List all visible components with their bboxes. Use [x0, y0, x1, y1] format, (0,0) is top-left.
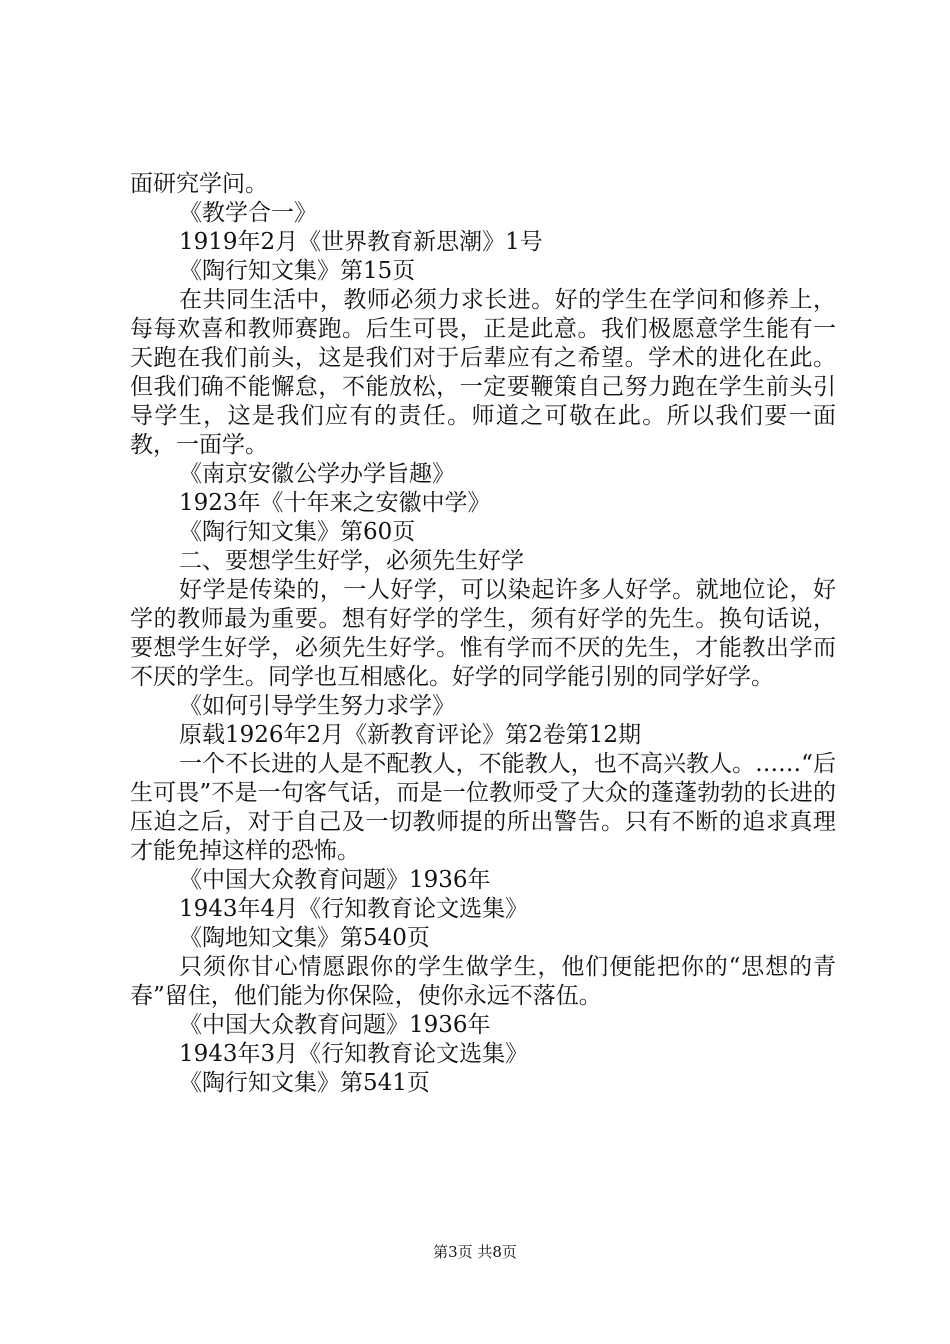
- quote-paragraph: 在共同生活中，教师必须力求长进。好的学生在学问和修养上，每每欢喜和教师赛跑。后生可畏，正是此意。我们极愿意学生能有一天跑在我们前头，这是我们对于后辈应有之希望。学术的进化在此。但我们确不能懈怠，不能放松，一定要鞭策自己努力跑在学生前头引导学生，这是我们应有的责任。师道之可敬在此。所以我们要一面教，一面学。: [130, 287, 836, 458]
- document-body: [130, 170, 836, 1098]
- source-title: 《中国大众教育问题》1936年: [179, 867, 491, 893]
- source-page: 《陶行知文集》第541页: [179, 1070, 430, 1096]
- source-publication: 1943年3月《行知教育论文选集》: [179, 1041, 529, 1067]
- quote-paragraph: 一个不长进的人是不配教人，不能教人，也不高兴教人。……“后生可畏”不是一句客气话，而是一位教师受了大众的蓬蓬勃勃的长进的压迫之后，对于自己及一切教师提的所出警告。只有不断的追求真理才能免掉这样的恐怖。: [130, 751, 836, 864]
- section-heading: 二、要想学生好学，必须先生好学: [179, 548, 524, 574]
- quote-paragraph: 只须你甘心情愿跟你的学生做学生，他们便能把你的“思想的青春”留住，他们能为你保险，使你永远不落伍。: [130, 954, 836, 1009]
- source-publication: 1923年《十年来之安徽中学》: [179, 490, 491, 516]
- page-footer: 第3页 共8页: [433, 1243, 517, 1261]
- source-title: 《中国大众教育问题》1936年: [179, 1012, 491, 1038]
- source-publication: 原载1926年2月《新教育评论》第2卷第12期: [179, 722, 642, 748]
- source-page: 《陶地知文集》第540页: [179, 925, 430, 951]
- source-publication: 1919年2月《世界教育新思潮》1号: [179, 229, 543, 255]
- source-page: 《陶行知文集》第60页: [179, 519, 416, 545]
- source-title: 《如何引导学生努力求学》: [179, 693, 455, 719]
- quote-paragraph: 好学是传染的，一人好学，可以染起许多人好学。就地位论，好学的教师最为重要。想有好学的学生，须有好学的先生。换句话说，要想学生好学，必须先生好学。惟有学而不厌的先生，才能教出学而不厌的学生。同学也互相感化。好学的同学能引别的同学好学。: [130, 577, 836, 690]
- source-title: 《南京安徽公学办学旨趣》: [179, 461, 455, 487]
- source-publication: 1943年4月《行知教育论文选集》: [179, 896, 529, 922]
- source-page: 《陶行知文集》第15页: [179, 258, 416, 284]
- text-line: 面研究学问。: [130, 171, 268, 197]
- source-title: 《教学合一》: [179, 200, 317, 226]
